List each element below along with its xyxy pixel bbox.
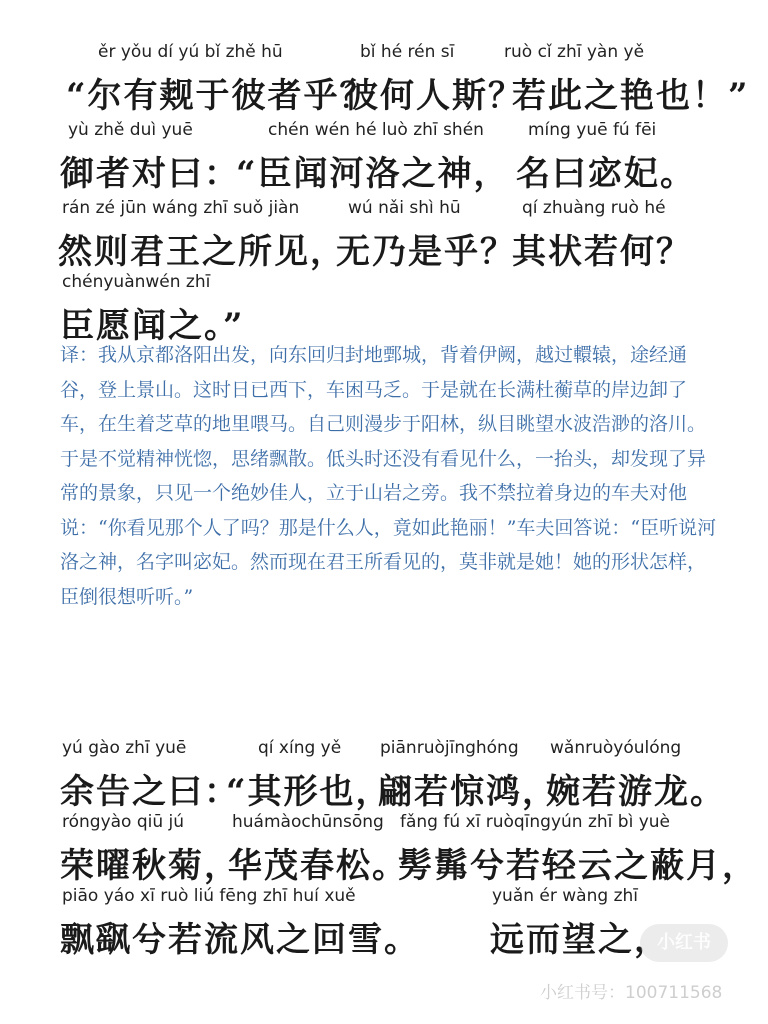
- hanzi: 彼何人斯？: [344, 76, 524, 116]
- watermark-logo: 小红书: [640, 924, 728, 962]
- verse-line-5: [0, 738, 768, 812]
- hanzi: 翩若惊鸿，: [378, 772, 558, 812]
- hanzi: 荣曜秋菊，: [60, 846, 240, 886]
- hanzi: 髣髴兮若轻云之蔽月，: [398, 846, 758, 886]
- pinyin: yù zhě duì yuē: [68, 120, 193, 140]
- hanzi: “臣闻河洛之神，: [236, 154, 510, 194]
- watermark-id: 小红书号：100711568: [540, 983, 723, 1003]
- hanzi: 臣愿闻之。”: [60, 306, 245, 346]
- hanzi: 华茂春松。: [228, 846, 408, 886]
- verse-line-2: [0, 120, 768, 194]
- hanzi: 婉若游龙。: [546, 772, 726, 812]
- verse-line-4: [0, 272, 768, 346]
- pinyin: ruò cǐ zhī yàn yě: [504, 42, 645, 62]
- pinyin: yú gào zhī yuē: [62, 738, 187, 758]
- verse-line-1: [0, 42, 768, 116]
- pinyin: wú nǎi shì hū: [348, 198, 461, 218]
- hanzi: 飘飖兮若流风之回雪。: [60, 920, 420, 960]
- hanzi: 若此之艳也！”: [512, 76, 750, 116]
- pinyin: bǐ hé rén sī: [360, 42, 455, 62]
- verse-line-6: [0, 812, 768, 886]
- pinyin: rán zé jūn wáng zhī suǒ jiàn: [62, 198, 300, 218]
- hanzi: 名曰宓妃。: [516, 154, 696, 194]
- hanzi: 然则君王之所见，: [58, 232, 346, 272]
- pinyin: chén wén hé luò zhī shén: [268, 120, 484, 140]
- hanzi: “尔有觌于彼者乎？: [66, 76, 376, 116]
- pinyin: fǎng fú xī ruòqīngyún zhī bì yuè: [400, 812, 671, 832]
- hanzi: 无乃是乎？: [336, 232, 516, 272]
- pinyin: wǎnruòyóulóng: [550, 738, 682, 758]
- pinyin: piānruòjīnghóng: [380, 738, 519, 758]
- hanzi: 余告之曰：: [60, 772, 240, 812]
- pinyin: róngyào qiū jú: [62, 812, 185, 832]
- pinyin: huámàochūnsōng: [232, 812, 384, 832]
- pinyin: qí zhuàng ruò hé: [522, 198, 666, 218]
- pinyin: ěr yǒu dí yú bǐ zhě hū: [98, 42, 283, 62]
- pinyin: yuǎn ér wàng zhī: [492, 886, 638, 906]
- hanzi: 远而望之，: [490, 920, 670, 960]
- pinyin: piāo yáo xī ruò liú fēng zhī huí xuě: [62, 886, 356, 906]
- pinyin: qí xíng yě: [258, 738, 342, 758]
- hanzi: “其形也，: [226, 772, 392, 812]
- hanzi: 其状若何？: [512, 232, 692, 272]
- pinyin: chényuànwén zhī: [62, 272, 211, 292]
- verse-line-3: [0, 198, 768, 272]
- pinyin: míng yuē fú fēi: [528, 120, 657, 140]
- translation-paragraph: 译：我从京都洛阳出发，向东回归封地鄄城，背着伊阙，越过轘辕，途经通谷，登上景山。这时日已西下，车困马乏。于是就在长满杜蘅草的岸边卸了车，在生着芝草的地里喂马。自己则漫步于阳林，纵目眺望水波浩渺的洛川。于是不觉精神恍惚，思绪飘散。低头时还没有看见什么，一抬头，却发现了异常的景象，只见一个绝妙佳人，立于山岩之旁。我不禁拉着身边的车夫对他说：“你看见那个人了吗？那是什么人，竟如此艳丽！”车夫回答说：“臣听说河洛之神，名字叫宓妃。然而现在君王所看见的，莫非就是她！她的形状怎样，臣倒很想听听。”: [60, 344, 717, 608]
- hanzi: 御者对曰：: [60, 154, 240, 194]
